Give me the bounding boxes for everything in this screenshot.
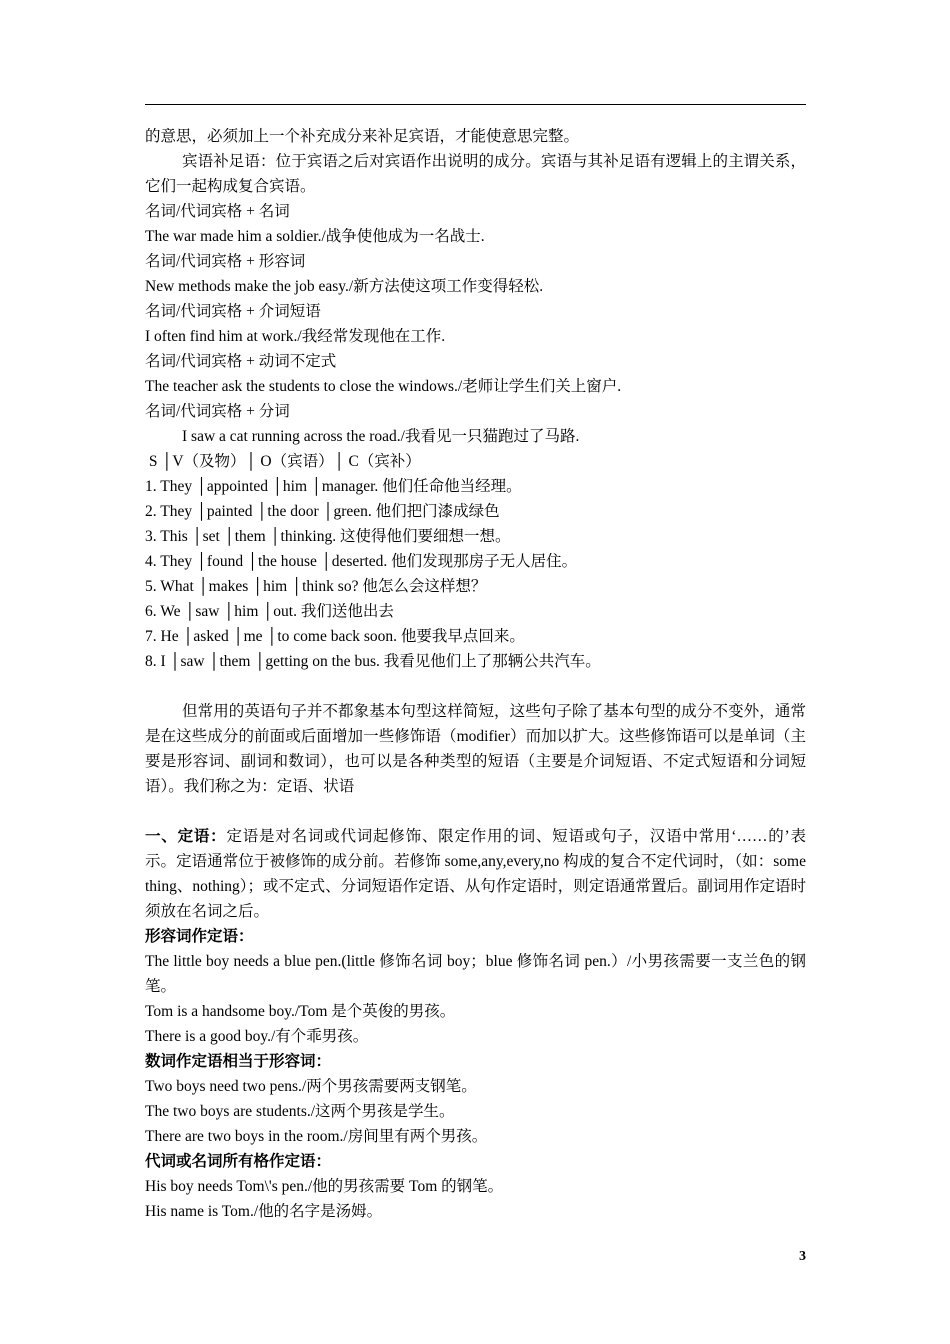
pattern-label: 名词/代词宾格 + 分词 xyxy=(145,403,290,420)
svoc-example: 3. This │set │them │thinking. 这使得他们要细想一想。 xyxy=(145,528,511,545)
modifier-paragraph: 但常用的英语句子并不都象基本句型这样简短，这些句子除了基本句型的成分不变外，通常是在这些成分的前面或后面增加一些修饰语（modifier）而加以扩大。这些修饰语可以是单词（主要是形容词、副词和数词），也可以是各种类型的短语（主要是介词短语、不定式短语和分词短语）。我们称之为：定语、状语 xyxy=(145,703,806,795)
spacer xyxy=(145,674,806,699)
example-line: I saw a cat running across the road./我看见一只猫跑过了马路. xyxy=(182,428,580,445)
section-text: 定语是对名词或代词起修饰、限定作用的词、短语或句子，汉语中常用‘……的’表示。定语通常位于被修饰的成分前。若修饰 some,any,every,no 构成的复合不定代词时，（如：something、nothing）；或不定式、分词短语作定语、从句作定语时，则定语通常置后。副词用作定语时须放在名词之后。 xyxy=(145,828,806,920)
example-line: There are two boys in the room./房间里有两个男孩。 xyxy=(145,1128,488,1145)
svoc-example: 1. They │appointed │him │manager. 他们任命他当经理。 xyxy=(145,478,522,495)
page-number: 3 xyxy=(799,1249,806,1264)
pattern-label: 名词/代词宾格 + 名词 xyxy=(145,203,290,220)
svoc-example: 6. We │saw │him │out. 我们送他出去 xyxy=(145,603,394,620)
svoc-header: S │V（及物）│ O（宾语）│ C（宾补） xyxy=(145,453,421,470)
example-line: The little boy needs a blue pen.(little 修饰名词 boy；blue 修饰名词 pen.）/小男孩需要一支兰色的钢笔。 xyxy=(145,953,806,995)
example-line: I often find him at work./我经常发现他在工作. xyxy=(145,328,446,345)
example-line: The teacher ask the students to close the windows./老师让学生们关上窗户. xyxy=(145,378,622,395)
pattern-label: 名词/代词宾格 + 介词短语 xyxy=(145,303,321,320)
spacer xyxy=(145,799,806,824)
svoc-example: 5. What │makes │him │think so? 他怎么会这样想？ xyxy=(145,578,487,595)
pattern-label: 名词/代词宾格 + 动词不定式 xyxy=(145,353,337,370)
example-line: The two boys are students./这两个男孩是学生。 xyxy=(145,1103,455,1120)
svoc-example: 2. They │painted │the door │green. 他们把门漆成绿色 xyxy=(145,503,500,520)
example-line: His boy needs Tom\'s pen./他的男孩需要 Tom 的钢笔。 xyxy=(145,1178,504,1195)
example-line: Two boys need two pens./两个男孩需要两支钢笔。 xyxy=(145,1078,477,1095)
subheading-numeral: 数词作定语相当于形容词： xyxy=(145,1053,332,1070)
subheading-adjective: 形容词作定语： xyxy=(145,928,254,945)
svoc-example: 8. I │saw │them │getting on the bus. 我看见他们上了那辆公共汽车。 xyxy=(145,653,601,670)
attributive-section xyxy=(145,824,806,924)
svoc-example: 7. He │asked │me │to come back soon. 他要我早点回来。 xyxy=(145,628,525,645)
example-line: There is a good boy./有个乖男孩。 xyxy=(145,1028,369,1045)
example-line: The war made him a soldier./战争使他成为一名战士. xyxy=(145,228,485,245)
pattern-label: 名词/代词宾格 + 形容词 xyxy=(145,253,306,270)
header-rule xyxy=(145,104,806,105)
text-line: 的意思，必须加上一个补充成分来补足宾语，才能使意思完整。 xyxy=(145,128,580,145)
example-line: His name is Tom./他的名字是汤姆。 xyxy=(145,1203,383,1220)
svoc-example: 4. They │found │the house │deserted. 他们发现那房子无人居住。 xyxy=(145,553,578,570)
object-complement-definition: 宾语补足语：位于宾语之后对宾语作出说明的成分。宾语与其补足语有逻辑上的主谓关系，它们一起构成复合宾语。 xyxy=(145,153,806,195)
example-line: Tom is a handsome boy./Tom 是个英俊的男孩。 xyxy=(145,1003,456,1020)
example-line: New methods make the job easy./新方法使这项工作变得轻松. xyxy=(145,278,544,295)
page-body xyxy=(145,124,806,1224)
subheading-possessive: 代词或名词所有格作定语： xyxy=(145,1153,332,1170)
section-heading: 一、定语： xyxy=(145,828,227,845)
